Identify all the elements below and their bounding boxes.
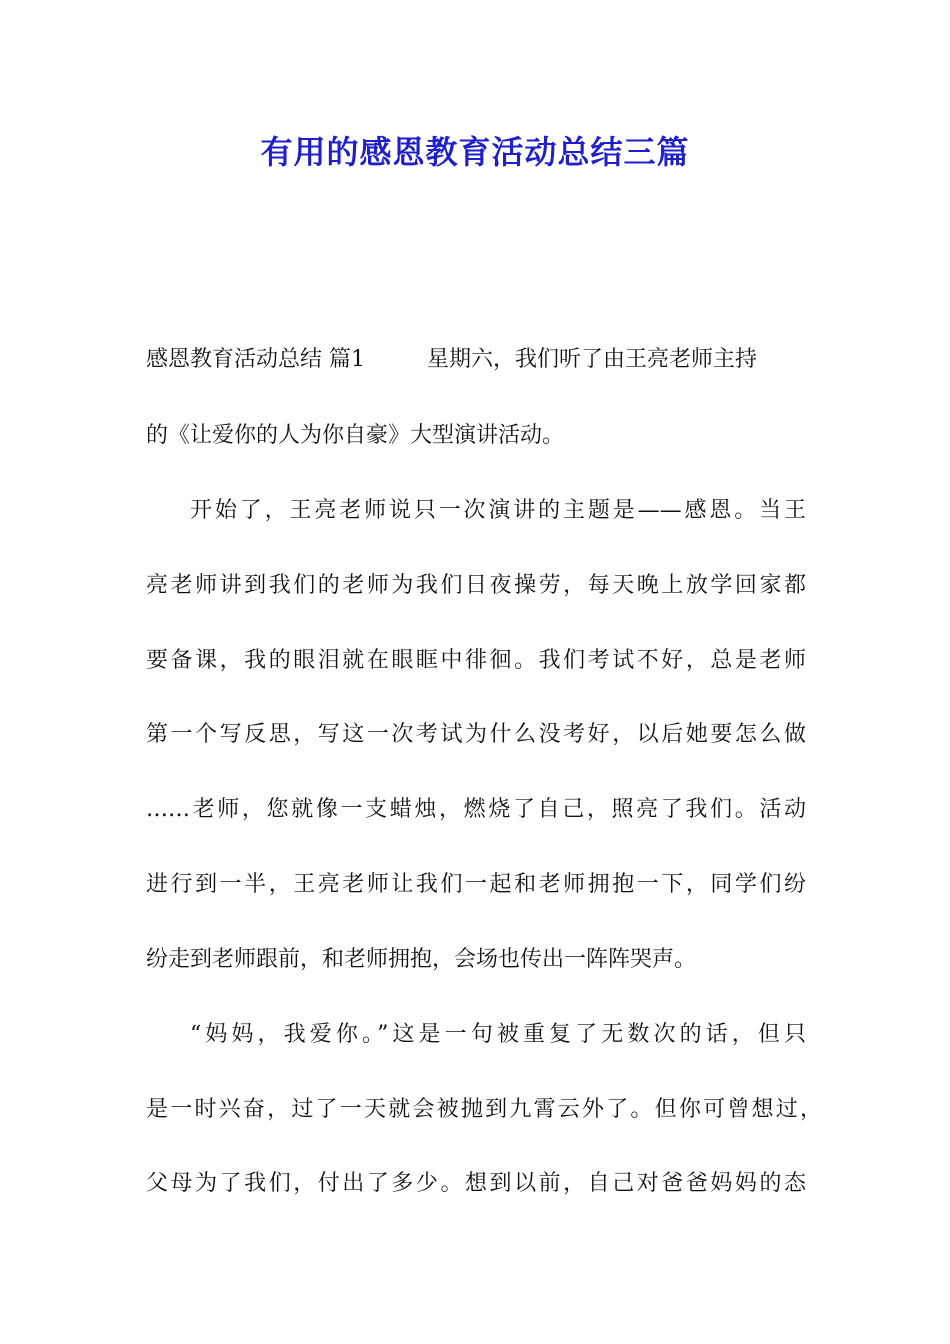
section-heading: 感恩教育活动总结 篇1 [146, 347, 365, 372]
body-line-4: 亮老师讲到我们的老师为我们日夜操劳，每天晚上放学回家都 [146, 573, 806, 598]
body-line-3: 开始了，王亮老师说只一次演讲的主题是——感恩。当王 [190, 498, 806, 523]
body-line-11: 是一时兴奋，过了一天就会被抛到九霄云外了。但你可曾想过， [146, 1097, 822, 1122]
document-title: 有用的感恩教育活动总结三篇 [260, 133, 690, 171]
body-line-12: 父母为了我们，付出了多少。想到以前，自己对爸爸妈妈的态 [146, 1171, 806, 1196]
body-line-1 [146, 340, 806, 380]
body-line-5: 要备课，我的眼泪就在眼眶中徘徊。我们考试不好，总是老师 [146, 648, 806, 673]
body-line-10: “妈妈，我爱你。”这是一句被重复了无数次的话，但只 [190, 1022, 806, 1047]
body-line-9: 纷走到老师跟前，和老师拥抱，会场也传出一阵阵哭声。 [146, 947, 697, 972]
body-line-7: ……老师，您就像一支蜡烛，燃烧了自己，照亮了我们。活动 [146, 797, 806, 822]
body-text: 星期六，我们听了由王亮老师主持 [427, 347, 758, 372]
body-line-8: 进行到一半，王亮老师让我们一起和老师拥抱一下，同学们纷 [146, 872, 806, 897]
body-line-2: 的《让爱你的人为你自豪》大型演讲活动。 [146, 423, 565, 448]
body-line-6: 第一个写反思，写这一次考试为什么没考好，以后她要怎么做 [146, 722, 806, 747]
